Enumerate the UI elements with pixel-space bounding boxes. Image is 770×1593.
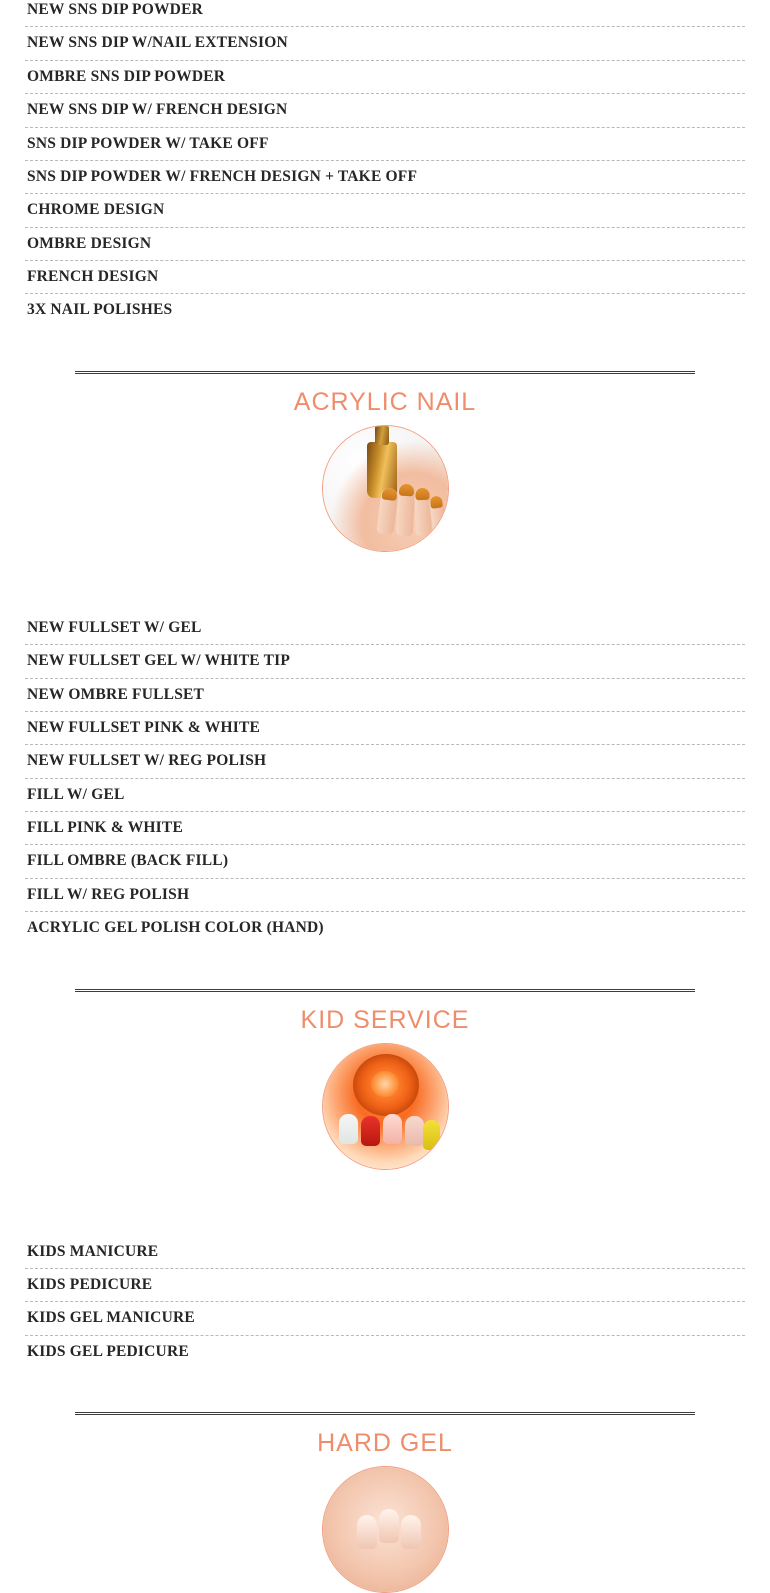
service-item[interactable]: 3X NAIL POLISHES xyxy=(27,301,173,319)
kid-service-image xyxy=(323,1044,448,1169)
nail-shape xyxy=(401,1515,421,1549)
spacer xyxy=(0,1170,770,1242)
service-item[interactable]: KIDS GEL MANICURE xyxy=(25,1302,745,1335)
acrylic-nail-image xyxy=(323,426,448,551)
spacer xyxy=(0,552,770,618)
rose-flower-shape xyxy=(353,1054,419,1116)
service-item[interactable]: KIDS PEDICURE xyxy=(25,1269,745,1302)
service-item[interactable]: ACRYLIC GEL POLISH COLOR (HAND) xyxy=(27,919,324,937)
service-item[interactable]: OMBRE SNS DIP POWDER xyxy=(25,61,745,94)
hard-gel-photo xyxy=(322,1466,449,1593)
section-divider xyxy=(75,371,695,374)
nail-chip-shape xyxy=(361,1116,380,1146)
nail-chip-shape xyxy=(405,1116,424,1146)
nail-chip-shape xyxy=(423,1120,440,1150)
service-item[interactable]: FILL OMBRE (BACK FILL) xyxy=(25,845,745,878)
service-item[interactable]: NEW FULLSET W/ GEL xyxy=(25,618,745,645)
finger-shape xyxy=(414,487,432,536)
nail-shape xyxy=(379,1509,399,1543)
service-item[interactable]: NEW SNS DIP W/NAIL EXTENSION xyxy=(25,27,745,60)
service-item[interactable]: SNS DIP POWDER W/ TAKE OFF xyxy=(25,128,745,161)
service-item[interactable]: OMBRE DESIGN xyxy=(25,228,745,261)
nail-chip-shape xyxy=(383,1114,402,1144)
section-photo-wrap xyxy=(0,1466,770,1593)
section-divider xyxy=(75,1412,695,1415)
service-list-sns-dip xyxy=(0,0,770,327)
kid-service-photo xyxy=(322,1043,449,1170)
section-photo-wrap xyxy=(0,425,770,552)
service-item[interactable]: SNS DIP POWDER W/ FRENCH DESIGN + TAKE OFF xyxy=(25,161,745,194)
service-item[interactable]: NEW SNS DIP W/ FRENCH DESIGN xyxy=(25,94,745,127)
service-item[interactable]: FRENCH DESIGN xyxy=(25,261,745,294)
service-item[interactable]: NEW SNS DIP POWDER xyxy=(25,0,745,27)
service-item[interactable]: FILL PINK & WHITE xyxy=(25,812,745,845)
nail-shape xyxy=(357,1515,377,1549)
service-item[interactable]: NEW FULLSET GEL W/ WHITE TIP xyxy=(25,645,745,678)
section-title-kid-service: KID SERVICE xyxy=(300,1005,470,1034)
section-title-hard-gel: HARD GEL xyxy=(317,1429,453,1457)
service-item[interactable]: KIDS GEL PEDICURE xyxy=(27,1342,189,1360)
hard-gel-image xyxy=(323,1467,448,1592)
finger-shape xyxy=(395,483,415,536)
service-list-acrylic-nail xyxy=(0,618,770,945)
service-item[interactable]: NEW FULLSET PINK & WHITE xyxy=(25,712,745,745)
section-photo-wrap xyxy=(0,1043,770,1170)
service-item[interactable]: NEW OMBRE FULLSET xyxy=(25,679,745,712)
acrylic-nail-photo xyxy=(322,425,449,552)
service-item[interactable]: NEW FULLSET W/ REG POLISH xyxy=(25,745,745,778)
service-item[interactable]: KIDS MANICURE xyxy=(25,1242,745,1269)
section-title-acrylic-nail: ACRYLIC NAIL xyxy=(293,387,477,416)
service-item[interactable]: FILL W/ REG POLISH xyxy=(25,879,745,912)
service-item[interactable]: FILL W/ GEL xyxy=(25,779,745,812)
section-divider xyxy=(75,989,695,992)
service-list-kid-service xyxy=(0,1242,770,1369)
nail-chip-shape xyxy=(339,1114,358,1144)
service-item[interactable]: CHROME DESIGN xyxy=(25,194,745,227)
